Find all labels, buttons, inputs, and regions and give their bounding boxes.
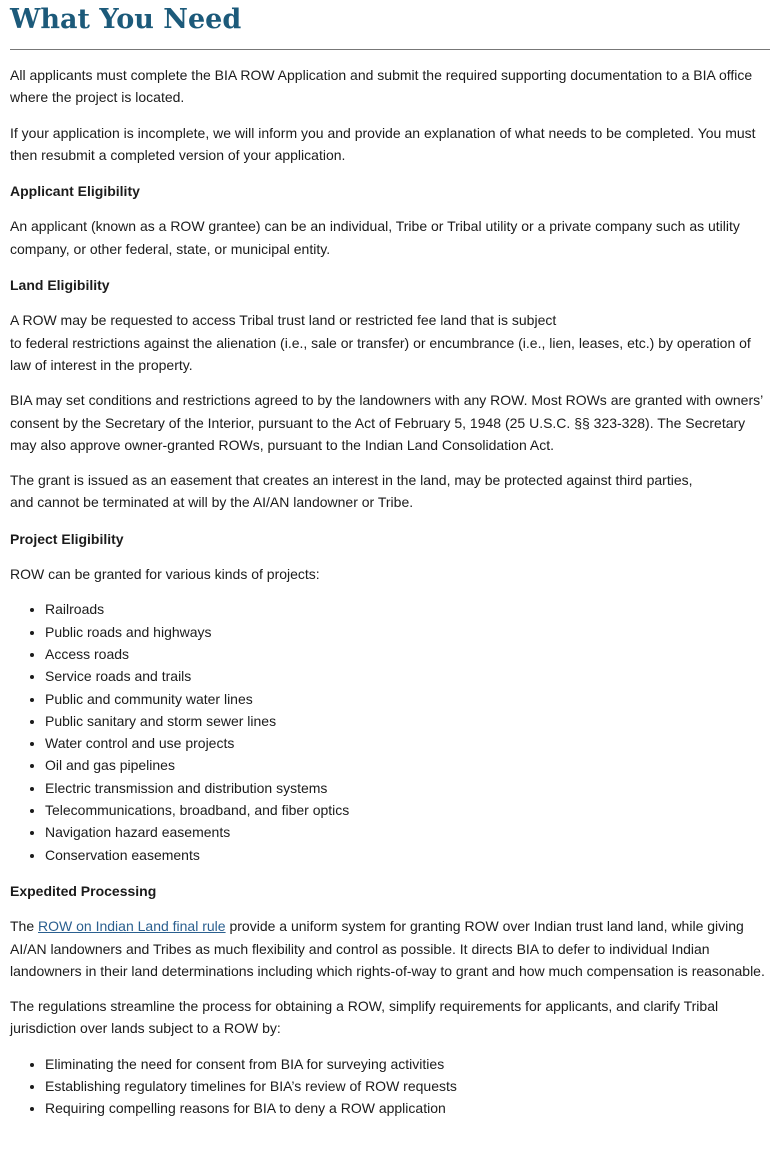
land-eligibility-paragraph-3: [10, 469, 770, 514]
list-item: • Telecommunications, broadband, and fiber optics: [45, 799, 770, 821]
list-item: • Conservation easements: [45, 844, 770, 866]
intro-paragraph-2: If your application is incomplete, we will inform you and provide an explanation of what needs to be completed. You must then resubmit a completed version of your application.: [10, 124, 756, 163]
title-divider: [10, 49, 770, 50]
list-item: • Public sanitary and storm sewer lines: [45, 710, 770, 732]
page-title: What You Need: [10, 4, 242, 35]
row-final-rule-link[interactable]: ROW on Indian Land final rule: [38, 918, 226, 935]
list-item: • Eliminating the need for consent from BIA for surveying activities: [45, 1053, 770, 1075]
land-eligibility-line-1: A ROW may be requested to access Tribal trust land or restricted fee land that is subject: [10, 312, 557, 329]
land-eligibility-heading: Land Eligibility: [10, 277, 110, 294]
final-rule-description: provide a uniform system for granting ROW over Indian trust land land, while giving AI/AN landowners and Tribes as much flexibility and control as possible. It directs BIA to defer to individual Indian landowners in their land determinations including which rights-of-way to grant and how much compensation is reasonable.: [10, 918, 765, 979]
list-item: • Access roads: [45, 643, 770, 665]
list-item: • Public roads and highways: [45, 621, 770, 643]
final-rule-prefix: The: [10, 918, 35, 935]
list-item: • Railroads: [45, 598, 770, 620]
land-eligibility-line-2: to federal restrictions against the alienation (i.e., sale or transfer) or encumbrance (i.e., lien, leases, etc.) by operation of law of interest in the property.: [10, 334, 751, 373]
list-item: • Requiring compelling reasons for BIA to deny a ROW application: [45, 1097, 770, 1119]
project-eligibility-intro: ROW can be granted for various kinds of projects:: [10, 566, 320, 583]
list-item: • Water control and use projects: [45, 732, 770, 754]
project-eligibility-heading: Project Eligibility: [10, 530, 124, 547]
list-item: • Establishing regulatory timelines for BIA’s review of ROW requests: [45, 1075, 770, 1097]
project-types-list: [10, 598, 770, 866]
expedited-processing-paragraph-2: The regulations streamline the process for obtaining a ROW, simplify requirements for applicants, and clarify Tribal jurisdiction over lands subject to a ROW by:: [10, 998, 719, 1037]
list-item: • Service roads and trails: [45, 665, 770, 687]
grant-easement-line-2: and cannot be terminated at will by the AI/AN landowner or Tribe.: [10, 494, 414, 511]
regulation-benefits-list: [10, 1053, 770, 1120]
land-eligibility-paragraph-1: [10, 309, 770, 376]
list-item: • Navigation hazard easements: [45, 821, 770, 843]
intro-paragraph-1: All applicants must complete the BIA ROW Application and submit the required supporting documentation to a BIA office where the project is located.: [10, 67, 753, 106]
land-eligibility-paragraph-2: BIA may set conditions and restrictions agreed to by the landowners with any ROW. Most ROWs are granted with owners’ consent by the Secretary of the Interior, pursuant to the Act of February 5, 1948 (25 U.S.C. §§ 323-328). The Secretary may also approve owner-granted ROWs, pursuant to the Indian Land Consolidation Act.: [10, 392, 763, 453]
list-item: • Oil and gas pipelines: [45, 754, 770, 776]
grant-easement-line-1: The grant is issued as an easement that creates an interest in the land, may be protected against third parties,: [10, 472, 693, 489]
expedited-processing-paragraph-1: [10, 915, 770, 982]
list-item: • Electric transmission and distribution systems: [45, 777, 770, 799]
expedited-processing-heading: Expedited Processing: [10, 882, 157, 899]
applicant-eligibility-text: An applicant (known as a ROW grantee) can be an individual, Tribe or Tribal utility or a private company such as utility company, or other federal, state, or municipal entity.: [10, 218, 740, 257]
list-item: • Public and community water lines: [45, 688, 770, 710]
applicant-eligibility-heading: Applicant Eligibility: [10, 183, 140, 200]
